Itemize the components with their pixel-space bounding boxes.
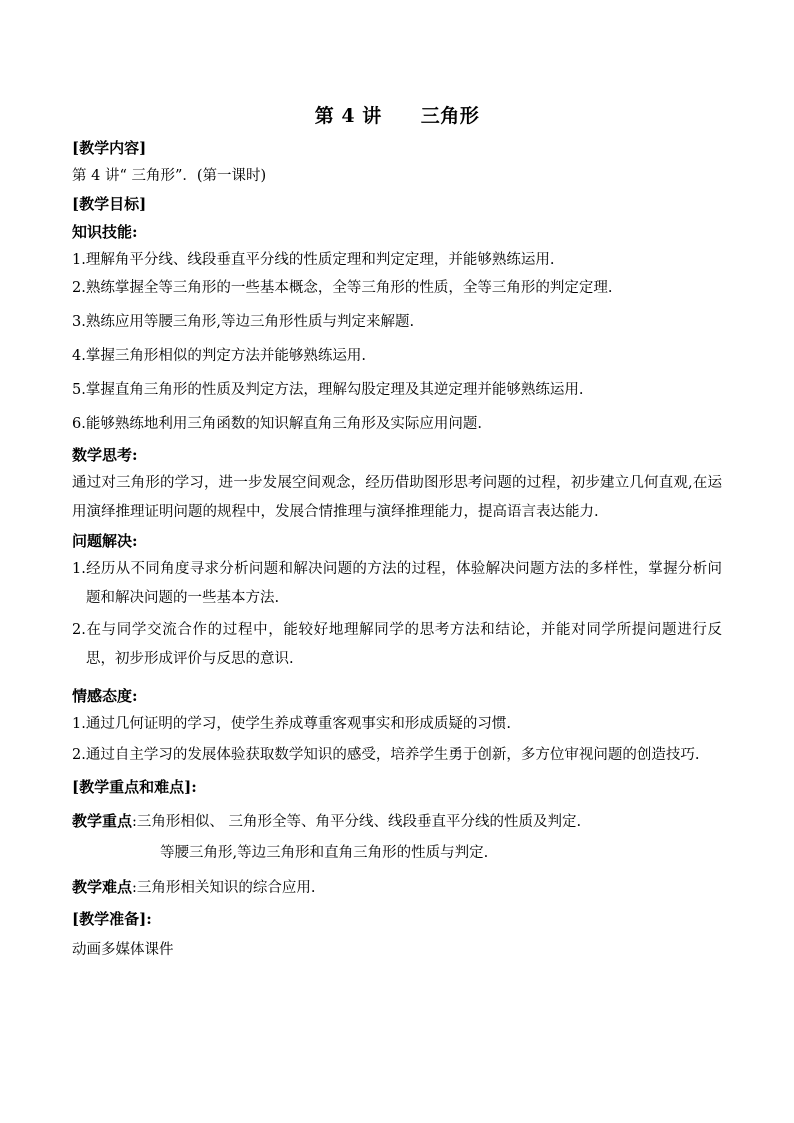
difficult-point-label: 教学难点 bbox=[72, 878, 133, 896]
problem-item-2: 2.在与同学交流合作的过程中，能较好地理解同学的思考方法和结论，并能对同学所提问题进行反思，初步形成评价与反思的意识. bbox=[72, 622, 722, 667]
thinking-text: 通过对三角形的学习，进一步发展空间观念，经历借助图形思考问题的过程，初步建立几何直观,在运用演绎推理证明问题的规程中，发展合情推理与演绎推理能力，提高语言表达能力. bbox=[72, 475, 722, 520]
document-page bbox=[72, 100, 722, 964]
key-point-text: :三角形相似、 三角形全等、角平分线、线段垂直平分线的性质及判定. bbox=[132, 814, 582, 830]
content-heading: [教学内容] bbox=[72, 139, 147, 157]
content-text: 第 4 讲“ 三角形”．(第一课时) bbox=[72, 168, 267, 184]
knowledge-item-3: 3.熟练应用等腰三角形,等边三角形性质与判定来解题. bbox=[72, 314, 415, 330]
problem-heading: 问题解决: bbox=[72, 532, 138, 550]
goals-heading: [教学目标] bbox=[72, 195, 147, 213]
emotion-item-2: 2.通过自主学习的发展体验获取数学知识的感受，培养学生勇于创新，多方位审视问题的创造技巧. bbox=[72, 747, 700, 763]
thinking-heading: 数学思考: bbox=[72, 446, 138, 464]
emotion-item-1: 1.通过几何证明的学习，使学生养成尊重客观事实和形成质疑的习惯. bbox=[72, 716, 511, 732]
difficult-point-line bbox=[72, 873, 722, 902]
knowledge-item-5: 5.掌握直角三角形的性质及判定方法，理解勾股定理及其逆定理并能够熟练运用. bbox=[72, 382, 584, 398]
key-point-line bbox=[72, 807, 722, 836]
prep-heading: [教学准备]: bbox=[72, 910, 152, 928]
difficult-point-text: :三角形相关知识的综合应用. bbox=[132, 880, 316, 896]
problem-item-1: 1.经历从不同角度寻求分析问题和解决问题的方法的过程，体验解决问题方法的多样性，掌握分析问题和解决问题的一些基本方法. bbox=[72, 561, 722, 606]
key-point-label: 教学重点 bbox=[72, 812, 133, 830]
knowledge-item-1: 1.理解角平分线、线段垂直平分线的性质定理和判定定理，并能够熟练运用. bbox=[72, 252, 555, 268]
emotion-heading: 情感态度: bbox=[72, 687, 138, 705]
prep-text: 动画多媒体课件 bbox=[72, 942, 174, 958]
keypoints-heading: [教学重点和难点]: bbox=[72, 778, 197, 796]
knowledge-item-2: 2.熟练掌握全等三角形的一些基本概念，全等三角形的性质，全等三角形的判定定理. bbox=[72, 280, 613, 296]
knowledge-item-4: 4.掌握三角形相似的判定方法并能够熟练运用. bbox=[72, 348, 366, 364]
knowledge-item-6: 6.能够熟练地利用三角函数的知识解直角三角形及实际应用问题. bbox=[72, 416, 482, 432]
key-point-text-2: 等腰三角形,等边三角形和直角三角形的性质与判定. bbox=[160, 845, 489, 861]
page-title: 第 4 讲 三角形 bbox=[314, 105, 480, 127]
knowledge-heading: 知识技能: bbox=[72, 223, 138, 241]
